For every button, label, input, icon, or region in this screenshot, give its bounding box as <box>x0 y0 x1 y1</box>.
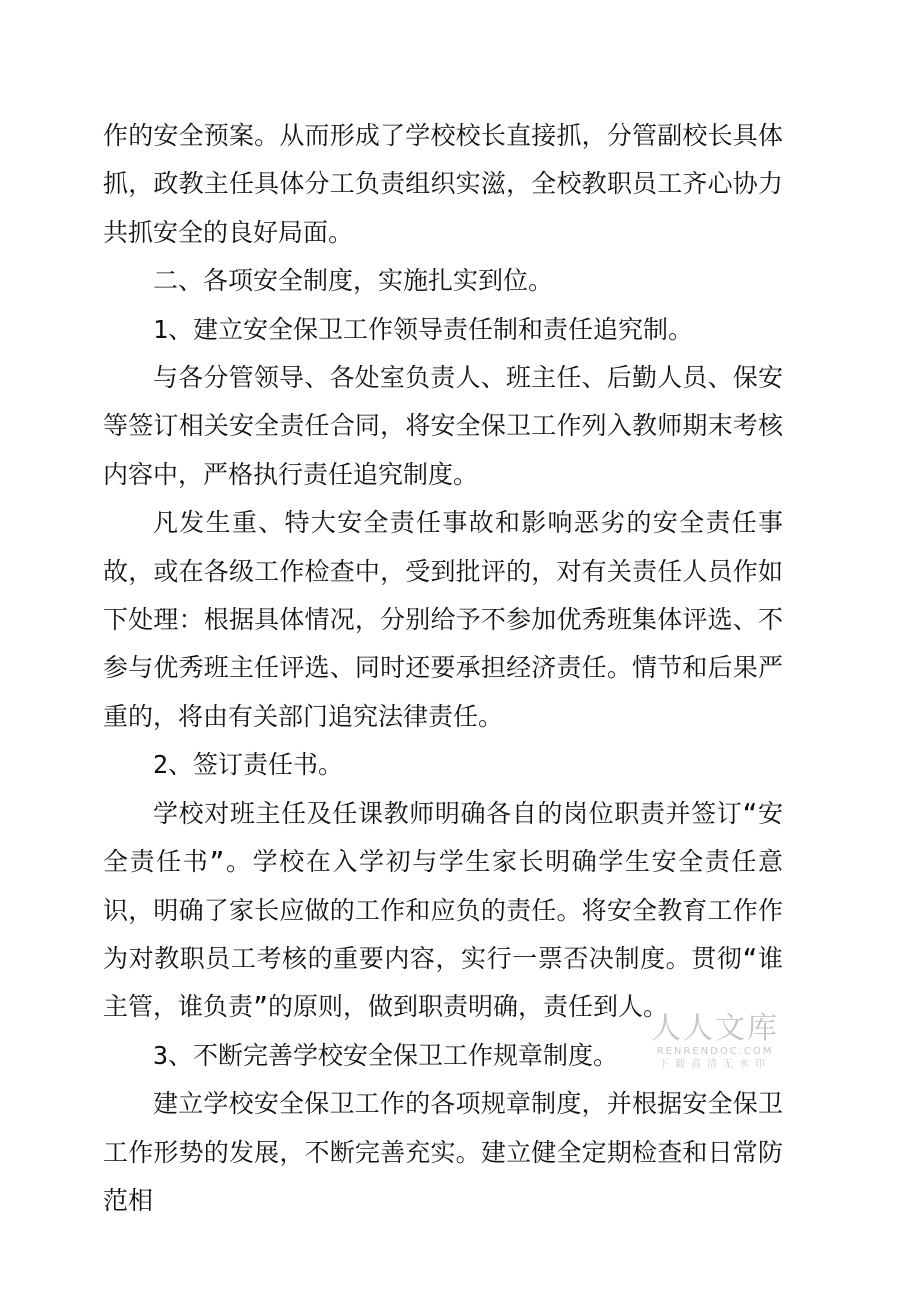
subsection-heading-2: 2、签订责任书。 <box>153 750 344 780</box>
paragraph-3: 凡发生重、特大安全责任事故和影响恶劣的安全责任事故，或在各级工作检查中，受到批评的，对有关责任人员作如下处理：根据具体情况，分别给予不参加优秀班集体评选、不参与优秀班主任评选、同时还要承担经济责任。情节和后果严重的，将由有关部门追究法律责任。 <box>103 508 783 731</box>
watermark-logo <box>640 1012 790 1072</box>
paragraph-2: 与各分管领导、各处室负责人、班主任、后勤人员、保安等签订相关安全责任合同，将安全保卫工作列入教师期末考核内容中，严格执行责任追究制度。 <box>103 363 783 489</box>
paragraph-5: 建立学校安全保卫工作的各项规章制度，并根据安全保卫工作形势的发展，不断完善充实。建立健全定期检查和日常防范相 <box>103 1089 783 1215</box>
subsection-heading-3: 3、不断完善学校安全保卫工作规章制度。 <box>153 1040 619 1070</box>
watermark-subtitle: 下载高清无水印 <box>659 1059 771 1070</box>
watermark-domain: RENRENDOC.COM <box>656 1046 774 1057</box>
paragraph-4: 学校对班主任及任课教师明确各自的岗位职责并签订“安全责任书”。学校在入学初与学生家长明确学生安全责任意识，明确了家长应做的工作和应负的责任。将安全教育工作作为对教职员工考核的重要内容，实行一票否决制度。贯彻“谁主管，谁负责”的原则，做到职责明确，责任到人。 <box>103 798 783 1022</box>
paragraph-1: 作的安全预案。从而形成了学校校长直接抓，分管副校长具体抓，政教主任具体分工负责组织实滋，全校教职员工齐心协力共抓安全的良好局面。 <box>103 121 783 247</box>
watermark-title: 人人文库 <box>651 1011 779 1046</box>
subsection-heading-1: 1、建立安全保卫工作领导责任制和责任追究制。 <box>153 314 694 344</box>
section-heading-2: 二、各项安全制度，实施扎实到位。 <box>153 266 554 296</box>
